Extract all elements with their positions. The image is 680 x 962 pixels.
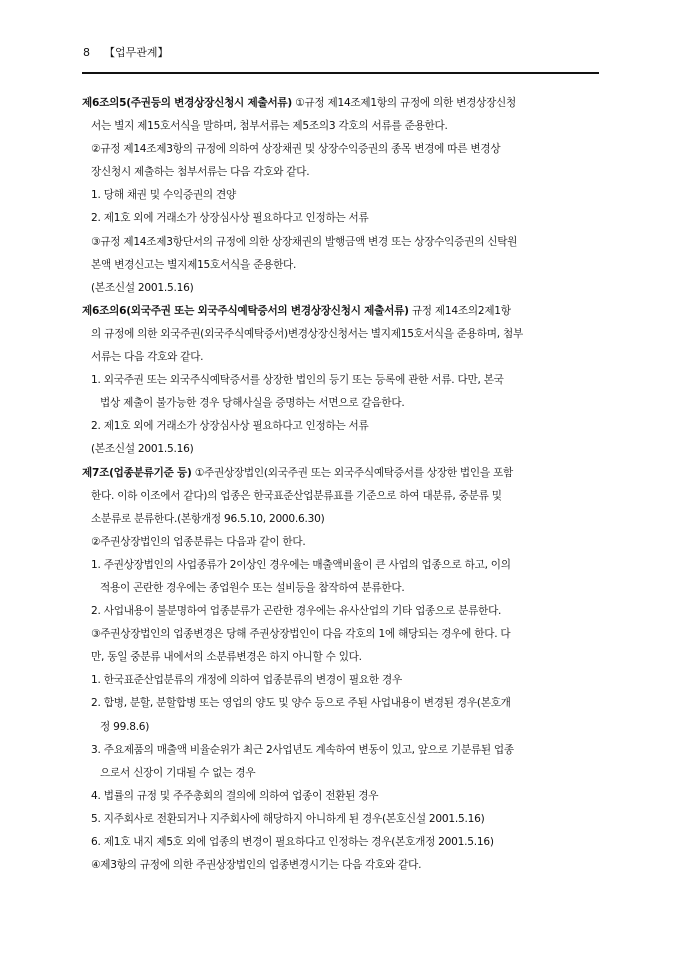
line-text: 2. 합병, 분할, 분할합병 또는 영업의 양도 및 양수 등으로 주된 사업내용이 변경된 경우(본호개 — [91, 697, 511, 710]
text-line — [82, 808, 602, 831]
line-text: 적용이 곤란한 경우에는 종업원수 또는 설비등을 참작하여 분류한다. — [100, 581, 405, 594]
text-line — [82, 207, 602, 230]
article-heading-line — [82, 462, 602, 485]
line-text: 1. 당해 채권 및 수익증권의 견양 — [91, 189, 236, 202]
text-line — [82, 623, 602, 646]
text-line — [82, 692, 602, 715]
article-title: 제6조의5(주권등의 변경상장신청시 제출서류) — [82, 97, 293, 109]
line-text: (본조신설 2001.5.16) — [91, 443, 194, 456]
line-text: 본액 변경신고는 별지제15호서식을 준용한다. — [91, 258, 297, 271]
line-text: (본조신설 2001.5.16) — [91, 281, 194, 294]
line-text: 1. 외국주권 또는 외국주식예탁증서를 상장한 법인의 등기 또는 등록에 관한 서류. 다만, 본국 — [91, 374, 504, 387]
text-line — [82, 415, 602, 438]
line-text: 1. 주권상장법인의 사업종류가 2이상인 경우에는 매출액비율이 큰 사업의 업종으로 하고, 이의 — [91, 558, 511, 571]
text-line — [82, 854, 602, 877]
line-text: 서류는 다음 각호와 같다. — [91, 351, 204, 364]
line-text: ④제3항의 규정에 의한 주권상장법인의 업종변경시기는 다음 각호와 같다. — [91, 859, 422, 872]
text-line — [82, 739, 602, 762]
line-text: 2. 제1호 외에 거래소가 상장심사상 필요하다고 인정하는 서류 — [91, 212, 369, 225]
line-text: 서는 별지 제15호서식을 말하며, 첨부서류는 제5조의3 각호의 서류를 준용한다. — [91, 120, 448, 133]
line-text: 소분류로 분류한다.(본항개정 96.5.10, 2000.6.30) — [91, 512, 325, 525]
text-line — [82, 485, 602, 508]
line-text: ①주권상장법인(외국주권 또는 외국주식예탁증서를 상장한 법인을 포함 — [191, 466, 513, 479]
line-text: ③규정 제14조제3항단서의 규정에 의한 상장채권의 발행금액 변경 또는 상장수익증권의 신탁원 — [91, 235, 518, 248]
line-text: 정 99.8.6) — [100, 720, 150, 733]
line-text: 1. 한국표준산업분류의 개정에 의하여 업종분류의 변경이 필요한 경우 — [91, 674, 402, 687]
line-text: 으로서 신장이 기대될 수 없는 경우 — [100, 766, 256, 779]
section-title: 【업무관계】 — [104, 46, 169, 59]
text-line — [82, 161, 602, 184]
line-text: 규정 제14조의2제1항 — [408, 304, 511, 317]
text-line — [82, 762, 602, 785]
line-text: 3. 주요제품의 매출액 비율순위가 최근 2사업년도 계속하여 변동이 있고, 앞으로 기분류된 업종 — [91, 743, 514, 756]
line-text: ②규정 제14조제3항의 규정에 의하여 상장채권 및 상장수익증권의 종목 변경에 따른 변경상 — [91, 143, 501, 156]
line-text: ①규정 제14조제1항의 규정에 의한 변경상장신청 — [292, 97, 517, 109]
page-number: 8 — [83, 46, 90, 59]
text-line — [82, 277, 602, 300]
article-title: 제7조(업종분류기준 등) — [82, 466, 192, 479]
header-divider — [82, 72, 599, 74]
article-heading-line — [82, 300, 602, 323]
line-text: 2. 사업내용이 불분명하여 업종분류가 곤란한 경우에는 유사산업의 기타 업종으로 분류한다. — [91, 605, 502, 618]
text-line — [82, 646, 602, 669]
line-text: 6. 제1호 내지 제5호 외에 업종의 변경이 필요하다고 인정하는 경우(본호개정 2001.5.16) — [91, 836, 494, 848]
text-line — [82, 531, 602, 554]
text-line — [82, 785, 602, 808]
text-line — [82, 184, 602, 207]
text-line — [82, 346, 602, 369]
line-text: 의 규정에 의한 외국주권(외국주식예탁증서)변경상장신청서는 별지제15호서식을 준용하며, 첨부 — [91, 327, 523, 340]
line-text: 법상 제출이 불가능한 경우 당해사실을 증명하는 서면으로 갈음한다. — [100, 397, 405, 410]
article-heading-line — [82, 92, 602, 115]
text-line — [82, 600, 602, 623]
text-line — [82, 115, 602, 138]
line-text: 4. 법률의 규정 및 주주총회의 결의에 의하여 업종이 전환된 경우 — [91, 789, 379, 802]
text-line — [82, 577, 602, 600]
line-text: 한다. 이하 이조에서 같다)의 업종은 한국표준산업분류표를 기준으로 하여 대분류, 중분류 및 — [91, 489, 502, 502]
text-line — [82, 323, 602, 346]
line-text: 장신청시 제출하는 첨부서류는 다음 각호와 같다. — [91, 166, 310, 179]
text-line — [82, 669, 602, 692]
line-text: 만, 동일 중분류 내에서의 소분류변경은 하지 아니할 수 있다. — [91, 651, 362, 664]
line-text: ③주권상장법인의 업종변경은 당해 주권상장법인이 다음 각호의 1에 해당되는 경우에 한다. 다 — [91, 628, 511, 641]
line-text: 5. 지주회사로 전환되거나 지주회사에 해당하지 아니하게 된 경우(본호신설 2001.5.16) — [91, 812, 485, 825]
text-line — [82, 392, 602, 415]
text-line — [82, 438, 602, 461]
text-line — [82, 231, 602, 254]
text-line — [82, 554, 602, 577]
text-line — [82, 138, 602, 161]
text-line — [82, 508, 602, 531]
text-line — [82, 369, 602, 392]
text-line — [82, 831, 602, 854]
text-line — [82, 254, 602, 277]
article-title: 제6조의6(외국주권 또는 외국주식예탁증서의 변경상장신청시 제출서류) — [82, 304, 409, 317]
line-text: 2. 제1호 외에 거래소가 상장심사상 필요하다고 인정하는 서류 — [91, 420, 369, 433]
text-line — [82, 716, 602, 739]
page-header — [83, 46, 598, 60]
line-text: ②주권상장법인의 업종분류는 다음과 같이 한다. — [91, 535, 306, 548]
document-body — [82, 92, 602, 877]
